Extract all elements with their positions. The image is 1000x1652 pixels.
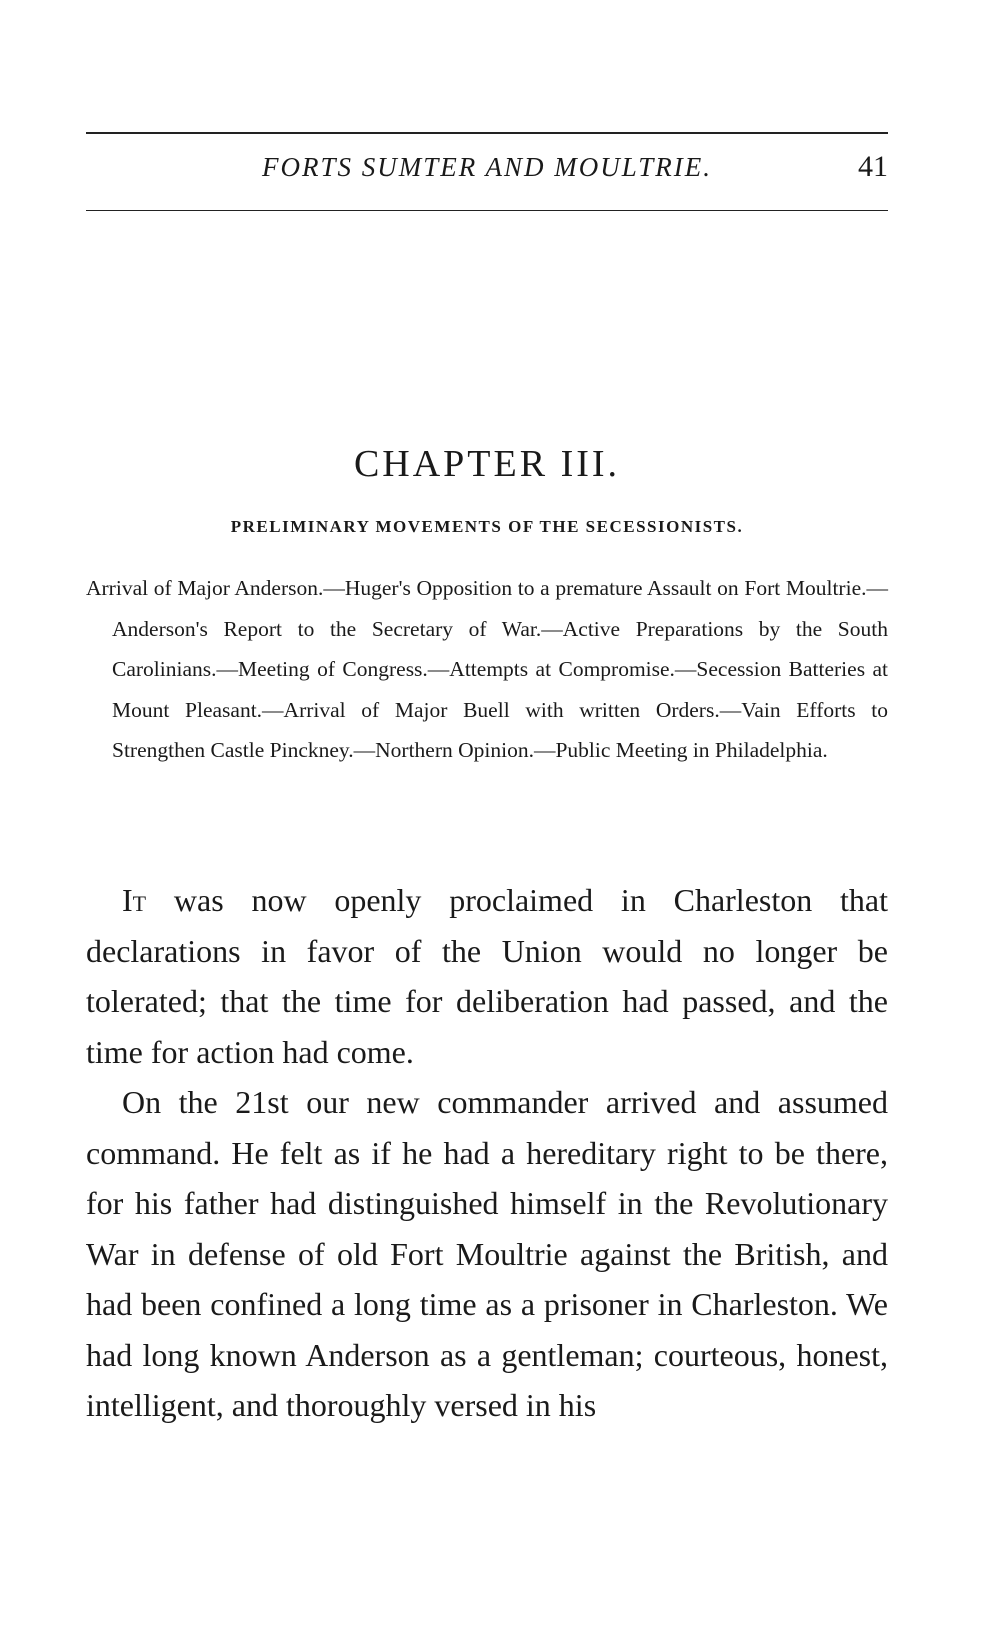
header-top-rule xyxy=(86,132,888,134)
page-number: 41 xyxy=(858,150,888,183)
chapter-title: CHAPTER III. xyxy=(353,443,621,485)
body-text xyxy=(86,875,888,1431)
chapter-subtitle: PRELIMINARY MOVEMENTS OF THE SECESSIONISTS. xyxy=(230,517,744,536)
running-head xyxy=(86,150,888,190)
running-title: FORTS SUMTER AND MOULTRIE. xyxy=(262,152,712,182)
paragraph-2: On the 21st our new commander arrived and assumed command. He felt as if he had a hereditary right to be there, for his father had distinguished himself in the Revolutionary War in defense of old Fort Moultrie against the British, and had been confined a long time as a prisoner in Charleston. We had long known Anderson as a gentleman; courteous, honest, intelligent, and thoroughly versed in his xyxy=(86,1084,888,1423)
paragraph-1-text: was now openly proclaimed in Charleston that declarations in favor of the Union would no longer be tolerated; that the time for deliberation had passed, and the time for action had come. xyxy=(86,882,888,1070)
chapter-summary: Arrival of Major Anderson.—Huger's Opposition to a premature Assault on Fort Moultrie.—Anderson's Report to the Secretary of War.—Active Preparations by the South Carolinians.—Meeting of Congress.—Attempts at Compromise.—Secession Batteries at Mount Pleasant.—Arrival of Major Buell with written Orders.—Vain Efforts to Strengthen Castle Pinckney.—Northern Opinion.—Public Meeting in Philadelphia. xyxy=(86,576,888,762)
paragraph-1-lead: It xyxy=(122,882,147,918)
header-bottom-rule xyxy=(86,210,888,211)
paragraph-1 xyxy=(86,875,888,1077)
